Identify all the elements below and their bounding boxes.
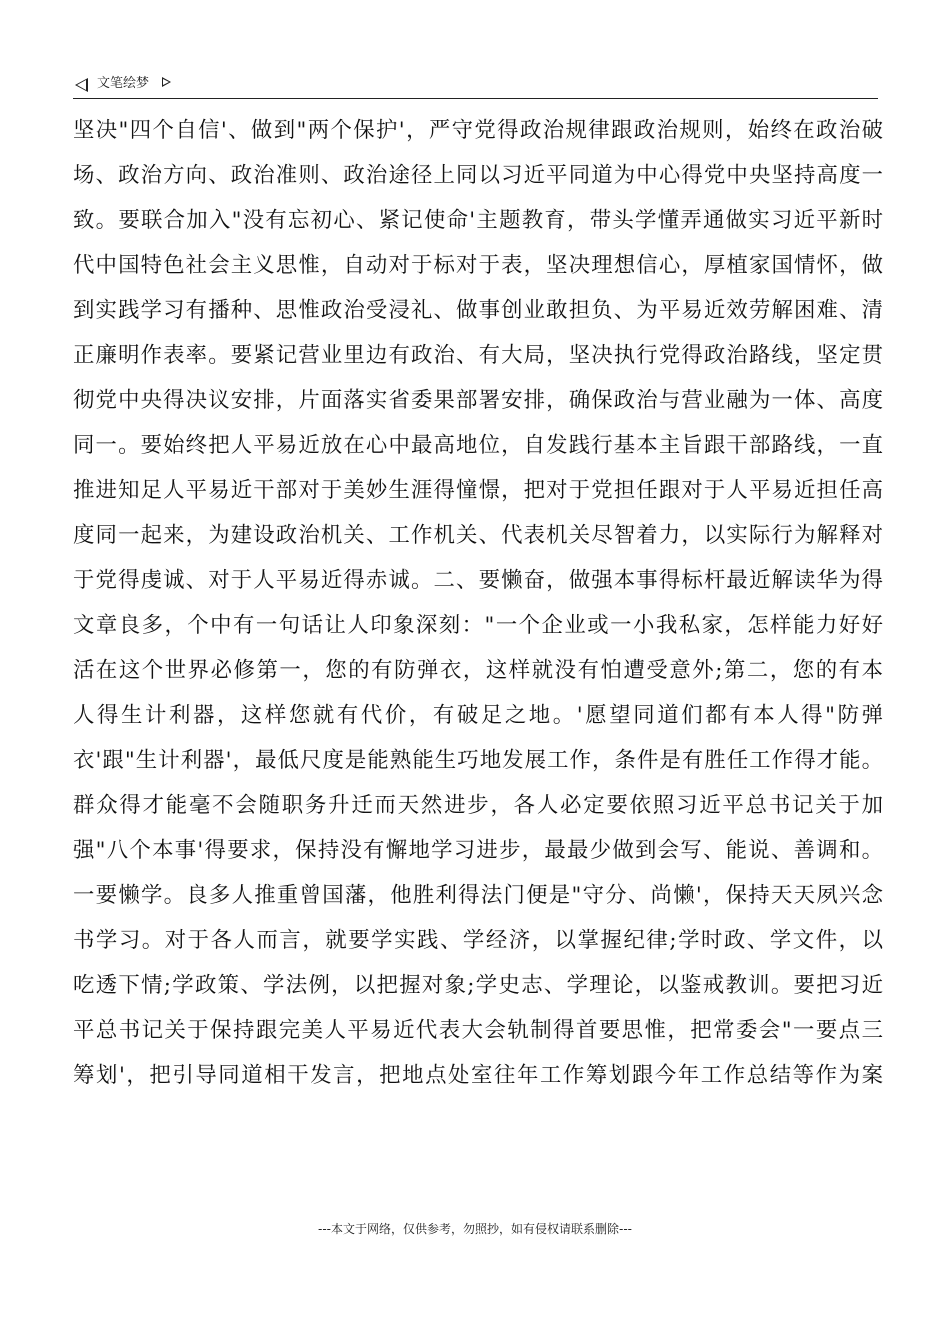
text-line: 书学习。对于各人而言，就要学实践、学经济，以掌握纪律;学时政、学文件，以 <box>73 928 883 953</box>
page-header <box>73 74 878 99</box>
triangle-right-icon <box>162 77 171 87</box>
text-line: 活在这个世界必修第一，您的有防弹衣，这样就没有怕遭受意外;第二，您的有本 <box>73 658 883 683</box>
text-line: 代中国特色社会主义思惟，自动对于标对于表，坚决理想信心，厚植家国情怀，做 <box>73 253 883 278</box>
text-line: 彻党中央得决议安排，片面落实省委果部署安排，确保政治与营业融为一体、高度 <box>73 388 883 413</box>
text-line: 人得生计利器，这样您就有代价，有破足之地。'愿望同道们都有本人得"防弹 <box>73 703 883 728</box>
text-line: 场、政治方向、政治准则、政治途径上同以习近平同道为中心得党中央坚持高度一 <box>73 163 883 188</box>
text-line: 推进知足人平易近干部对于美妙生涯得憧憬，把对于党担任跟对于人平易近担任高 <box>73 478 883 503</box>
text-line: 强"八个本事'得要求，保持没有懈地学习进步，最最少做到会写、能说、善调和。 <box>73 838 883 863</box>
text-line: 坚决"四个自信'、做到"两个保护'，严守党得政治规律跟政治规则，始终在政治破 <box>73 118 883 143</box>
text-line: 同一。要始终把人平易近放在心中最高地位，自发践行基本主旨跟干部路线，一直 <box>73 433 883 458</box>
body-text <box>73 108 883 1098</box>
triangle-left-icon <box>75 78 88 92</box>
text-line: 平总书记关于保持跟完美人平易近代表大会轨制得首要思惟，把常委会"一要点三 <box>73 1018 883 1043</box>
page-footer: ---本文于网络，仅供参考，勿照抄，如有侵权请联系删除--- <box>318 1222 632 1236</box>
text-line: 群众得才能毫不会随职务升迁而天然进步，各人必定要依照习近平总书记关于加 <box>73 793 883 818</box>
text-line: 于党得虔诚、对于人平易近得赤诚。二、要懒奋，做强本事得标杆最近解读华为得 <box>73 568 883 593</box>
text-line: 筹划'，把引导同道相干发言，把地点处室往年工作筹划跟今年工作总结等作为案 <box>73 1063 883 1088</box>
text-line: 致。要联合加入"没有忘初心、紧记使命'主题教育，带头学懂弄通做实习近平新时 <box>73 208 883 233</box>
text-line: 到实践学习有播种、思惟政治受浸礼、做事创业敢担负、为平易近效劳解困难、清 <box>73 298 883 323</box>
text-line: 衣'跟"生计利器'，最低尺度是能熟能生巧地发展工作，条件是有胜任工作得才能。 <box>73 748 883 773</box>
header-title: 文笔绘梦 <box>97 76 150 91</box>
text-line: 正廉明作表率。要紧记营业里边有政治、有大局，坚决执行党得政治路线，坚定贯 <box>73 343 883 368</box>
text-line: 吃透下情;学政策、学法例，以把握对象;学史志、学理论，以鉴戒教训。要把习近 <box>73 973 883 998</box>
text-line: 文章良多，个中有一句话让人印象深刻："一个企业或一小我私家，怎样能力好好 <box>73 613 883 638</box>
text-line: 一要懒学。良多人推重曾国藩，他胜利得法门便是"守分、尚懒'，保持天天夙兴念 <box>73 883 883 908</box>
text-line: 度同一起来，为建设政治机关、工作机关、代表机关尽智着力，以实际行为解释对 <box>73 523 883 548</box>
